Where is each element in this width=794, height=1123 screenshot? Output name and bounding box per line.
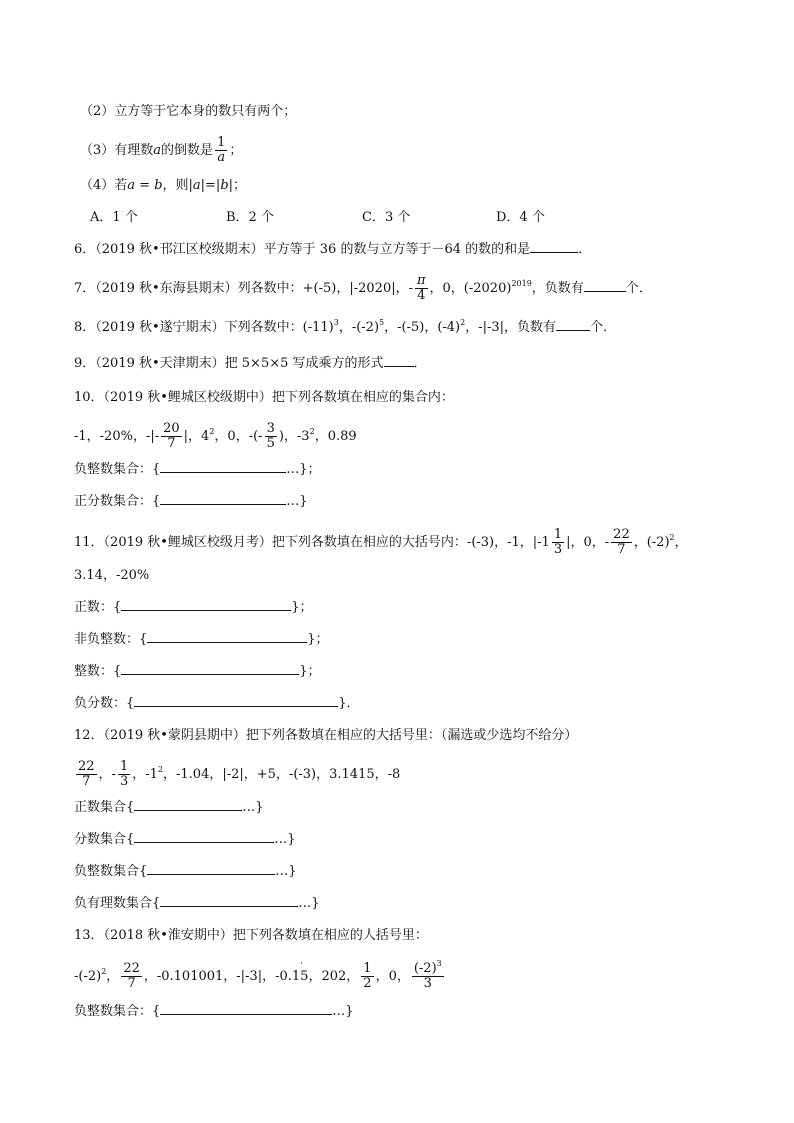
set-positive-fractions: 正分数集合：{ …} — [74, 494, 308, 509]
question-8: 8．（2019 秋•遂宁期末）下列各数中：$(-11)^3$，$-(-2)^5$，-(-5)，$(-4)^2$，-|-3|，负数有 个． — [74, 318, 617, 335]
question-11-line2: 3.14，-20% — [74, 568, 150, 583]
answer-blank[interactable] — [121, 598, 291, 611]
fraction-3-over-5: $\frac{3}{5}$ — [266, 421, 275, 451]
question-6: 6．（2019 秋•邗江区校级期末）平方等于 36 的数与立方等于－64 的数的和是 ． — [74, 242, 592, 257]
set-non-negative-integers: 非负整数：{ }； — [74, 632, 329, 647]
set-integers: 整数：{ }； — [74, 664, 321, 679]
fraction-22-over-7: $\frac{22}{7}$ — [613, 527, 630, 557]
answer-blank[interactable] — [147, 630, 307, 643]
repeating-digit: · 5 — [300, 959, 309, 984]
option-b[interactable]: B．2 个 — [226, 210, 274, 225]
question-9: 9．（2019 秋•天津期末）把 5×5×5 写成乘方的形式 ． — [74, 356, 427, 371]
question-12-numbers: $\frac{22}{7}$ ，- $\frac{1}{3}$ ，$-1^2$，-1.04，|-2|，+5，-(-3)，3.1415，-8 — [78, 759, 401, 789]
fraction-1-over-3: $\frac{1}{3}$ — [119, 759, 129, 789]
fraction-20-over-7: $\frac{20}{7}$ — [163, 421, 180, 451]
answer-blank[interactable] — [160, 1002, 332, 1015]
set-negative-integers-12: 负整数集合{ …} — [74, 864, 297, 879]
answer-blank[interactable] — [160, 894, 298, 907]
question-13-title: 13．（2018 秋•淮安期中）把下列各数填在相应的人括号里： — [74, 928, 428, 943]
answer-blank[interactable] — [160, 460, 286, 473]
set-negative-rationals: 负有理数集合{ …} — [74, 896, 320, 911]
set-fractions: 分数集合{ …} — [74, 832, 296, 847]
fraction-neg2-cubed-over-3: $\frac{(-2)^3}{3}$ — [413, 959, 442, 991]
answer-blank[interactable] — [384, 354, 414, 367]
question-10-title: 10．（2019 秋•鲤城区校级期中）把下列各数填在相应的集合内： — [74, 390, 454, 405]
answer-blank[interactable] — [134, 694, 338, 707]
answer-blank[interactable] — [134, 798, 242, 811]
statement-2: （2）立方等于它本身的数只有两个； — [80, 104, 297, 119]
fraction-pi-over-4: $\frac{\pi}{4}$ — [416, 273, 426, 303]
fraction-1-over-2: $\frac{1}{2}$ — [363, 961, 372, 991]
option-a[interactable]: A．1 个 — [90, 210, 138, 225]
fraction-22-over-7: $\frac{22}{7}$ — [123, 961, 140, 991]
statement-3: （3）有理数a的倒数是 $\frac{1}{a}$ ； — [80, 135, 243, 165]
statement-4: （4）若a = b，则|a|=|b|； — [80, 178, 247, 193]
set-negative-integers-13: 负整数集合：{ …} — [74, 1004, 354, 1019]
choice-options — [90, 208, 545, 228]
question-13-numbers: $-(-2)^2$， $\frac{22}{7}$ ，-0.101001，-|-3|，-0.1 · 5，202， $\frac{1}{2}$ ，0， $\frac{(-2)^3}{3}$ — [74, 959, 442, 991]
question-10-numbers: -1，-20%，-|- $\frac{20}{7}$ |，$4^2$，0，-(- $\frac{3}{5}$ )，$-3^2$，0.89 — [74, 421, 357, 451]
option-c[interactable]: C．3 个 — [362, 210, 411, 225]
fraction-1-over-3: $\frac{1}{3}$ — [553, 527, 563, 557]
question-11-title: 11．（2019 秋•鲤城区校级月考）把下列各数填在相应的大括号内：-(-3)，-1，|-1 $\frac{1}{3}$ |，0，- $\frac{22}{7}$ ，$(-2)^2$， — [74, 527, 688, 557]
set-negative-fractions: 负分数：{ }． — [74, 696, 360, 711]
answer-blank[interactable] — [556, 318, 590, 331]
fraction-22-over-7: $\frac{22}{7}$ — [78, 759, 95, 789]
answer-blank[interactable] — [121, 662, 299, 675]
set-negative-integers: 负整数集合：{ …}； — [74, 462, 321, 477]
set-positive: 正数：{ }； — [74, 600, 313, 615]
question-12-title: 12．（2019 秋•蒙阴县期中）把下列各数填在相应的大括号里：（漏选或少选均不给分） — [74, 728, 578, 743]
answer-blank[interactable] — [530, 240, 578, 253]
answer-blank[interactable] — [134, 830, 274, 843]
answer-blank[interactable] — [147, 862, 275, 875]
answer-blank[interactable] — [584, 279, 626, 292]
answer-blank[interactable] — [160, 492, 286, 505]
option-d[interactable]: D．4 个 — [496, 210, 545, 225]
question-7: 7．（2019 秋•东海县期末）列各数中：+(-5)，|-2020|，- $\frac{\pi}{4}$ ，0，$(-2020)^{2019}$，负数有 个． — [74, 273, 652, 303]
set-positive-numbers: 正数集合{ …} — [74, 800, 264, 815]
fraction-one-over-a: $\frac{1}{a}$ — [217, 135, 226, 165]
